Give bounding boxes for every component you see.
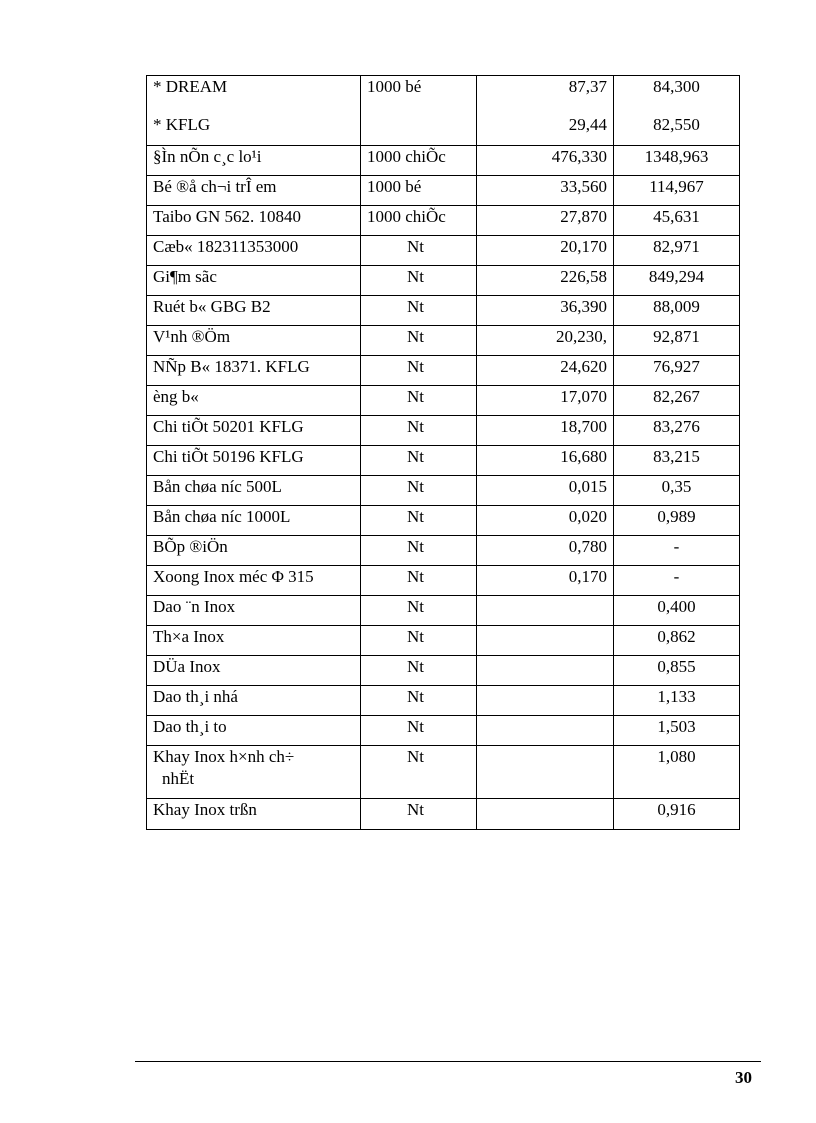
- value-1-cell: [477, 626, 614, 656]
- product-name-secondary: nhËt: [162, 769, 195, 788]
- unit-cell: 1000 bé: [361, 176, 477, 206]
- product-name: Gi¶m sãc: [147, 266, 361, 296]
- value-2-cell: 88,009: [614, 296, 740, 326]
- product-name: Xoong Inox méc Φ 315: [147, 566, 361, 596]
- value-1-cell: [477, 76, 614, 146]
- page-number: 30: [735, 1068, 752, 1087]
- product-name: Khay Inox h×nh ch÷: [153, 747, 295, 766]
- table-row: [147, 626, 740, 656]
- value-2-cell: 849,294: [614, 266, 740, 296]
- product-name: Dao th¸i nhá: [147, 686, 361, 716]
- unit-cell: Nt: [361, 476, 477, 506]
- table-row: [147, 386, 740, 416]
- unit-cell: Nt: [361, 416, 477, 446]
- value-1-cell: 20,170: [477, 236, 614, 266]
- product-name-cell: [147, 76, 361, 146]
- table-row: [147, 176, 740, 206]
- value-1-cell: 0,015: [477, 476, 614, 506]
- table-row: [147, 476, 740, 506]
- footer-divider: [135, 1061, 761, 1062]
- unit-cell: Nt: [361, 356, 477, 386]
- unit-cell: Nt: [361, 566, 477, 596]
- value-1-cell: 0,170: [477, 566, 614, 596]
- product-name: èng b«: [147, 386, 361, 416]
- value-2-cell: [614, 76, 740, 146]
- value-2-cell: 114,967: [614, 176, 740, 206]
- product-table: [146, 75, 740, 830]
- value-2-cell: 83,276: [614, 416, 740, 446]
- table-row: [147, 146, 740, 176]
- unit-cell: Nt: [361, 266, 477, 296]
- unit-cell: Nt: [361, 536, 477, 566]
- value-2-cell: 0,400: [614, 596, 740, 626]
- table-row: [147, 266, 740, 296]
- table-row: [147, 296, 740, 326]
- value-2-cell: 1,080: [614, 746, 740, 799]
- product-name: Bé ®å ch¬i trÎ em: [147, 176, 361, 206]
- table-row: [147, 716, 740, 746]
- unit-cell: Nt: [361, 506, 477, 536]
- value-2-cell: 92,871: [614, 326, 740, 356]
- product-name: V¹nh ®Öm: [147, 326, 361, 356]
- value-1-cell: [477, 596, 614, 626]
- value-2-cell: 82,267: [614, 386, 740, 416]
- value-1: 87,37: [568, 77, 607, 96]
- unit-cell: Nt: [361, 386, 477, 416]
- unit-cell: Nt: [361, 596, 477, 626]
- product-name: Ruét b« GBG B2: [147, 296, 361, 326]
- product-name: Khay Inox trßn: [147, 799, 361, 830]
- unit-cell: Nt: [361, 656, 477, 686]
- value-1-cell: 27,870: [477, 206, 614, 236]
- unit-cell: Nt: [361, 236, 477, 266]
- table-row: [147, 236, 740, 266]
- value-2-cell: 0,855: [614, 656, 740, 686]
- product-name: Chi tiÕt 50201 KFLG: [147, 416, 361, 446]
- value-1-cell: 36,390: [477, 296, 614, 326]
- value-1-cell: [477, 716, 614, 746]
- value-1-cell: 24,620: [477, 356, 614, 386]
- unit-cell: Nt: [361, 686, 477, 716]
- table-row: [147, 536, 740, 566]
- value-1-cell: 17,070: [477, 386, 614, 416]
- value-1-cell: 18,700: [477, 416, 614, 446]
- product-name: DÜa Inox: [147, 656, 361, 686]
- product-name: Dao th¸i to: [147, 716, 361, 746]
- value-2-cell: 45,631: [614, 206, 740, 236]
- value-1-cell: [477, 799, 614, 830]
- value-1-cell: 476,330: [477, 146, 614, 176]
- value-2-secondary: 82,550: [653, 115, 700, 134]
- product-name: * DREAM: [153, 77, 228, 96]
- value-2-cell: 0,989: [614, 506, 740, 536]
- value-2-cell: 83,215: [614, 446, 740, 476]
- product-name-cell: [147, 746, 361, 799]
- unit-cell: Nt: [361, 746, 477, 799]
- value-1-cell: 0,020: [477, 506, 614, 536]
- product-name: Bån chøa níc 1000L: [147, 506, 361, 536]
- unit-cell: Nt: [361, 326, 477, 356]
- value-1-cell: [477, 686, 614, 716]
- value-1-cell: 16,680: [477, 446, 614, 476]
- value-1-cell: 20,230,: [477, 326, 614, 356]
- value-2-cell: 0,35: [614, 476, 740, 506]
- table-row: [147, 326, 740, 356]
- table-row: [147, 446, 740, 476]
- value-1-cell: 0,780: [477, 536, 614, 566]
- product-name-secondary: * KFLG: [153, 115, 211, 134]
- value-2-cell: 1,133: [614, 686, 740, 716]
- table-row: [147, 76, 740, 146]
- value-2: 84,300: [653, 77, 700, 96]
- value-1-cell: [477, 746, 614, 799]
- table-row: [147, 686, 740, 716]
- value-1-cell: 33,560: [477, 176, 614, 206]
- unit-cell: Nt: [361, 296, 477, 326]
- table-row: [147, 746, 740, 799]
- unit-cell: 1000 chiÕc: [361, 206, 477, 236]
- table-row: [147, 656, 740, 686]
- product-name: Chi tiÕt 50196 KFLG: [147, 446, 361, 476]
- product-name: Bån chøa níc 500L: [147, 476, 361, 506]
- value-2-cell: -: [614, 566, 740, 596]
- value-2-cell: 76,927: [614, 356, 740, 386]
- table-row: [147, 416, 740, 446]
- value-2-cell: 82,971: [614, 236, 740, 266]
- unit-cell: Nt: [361, 716, 477, 746]
- product-name: §Ìn nÕn c¸c lo¹i: [147, 146, 361, 176]
- value-2-cell: -: [614, 536, 740, 566]
- unit-cell: Nt: [361, 799, 477, 830]
- value-2-cell: 1,503: [614, 716, 740, 746]
- product-name: Th×a Inox: [147, 626, 361, 656]
- table-row: [147, 206, 740, 236]
- unit-cell: 1000 chiÕc: [361, 146, 477, 176]
- value-1-cell: 226,58: [477, 266, 614, 296]
- table-row: [147, 506, 740, 536]
- value-1-secondary: 29,44: [568, 115, 607, 134]
- value-2-cell: 1348,963: [614, 146, 740, 176]
- product-name: Dao ¨n Inox: [147, 596, 361, 626]
- product-name: BÕp ®iÖn: [147, 536, 361, 566]
- table-row: [147, 356, 740, 386]
- unit-cell: Nt: [361, 626, 477, 656]
- unit-cell: 1000 bé: [361, 76, 477, 146]
- value-2-cell: 0,916: [614, 799, 740, 830]
- product-name: Taibo GN 562. 10840: [147, 206, 361, 236]
- value-1-cell: [477, 656, 614, 686]
- table-row: [147, 799, 740, 830]
- value-2-cell: 0,862: [614, 626, 740, 656]
- table-row: [147, 596, 740, 626]
- product-name: Cæb« 182311353000: [147, 236, 361, 266]
- unit-cell: Nt: [361, 446, 477, 476]
- product-name: NÑp B« 18371. KFLG: [147, 356, 361, 386]
- table-row: [147, 566, 740, 596]
